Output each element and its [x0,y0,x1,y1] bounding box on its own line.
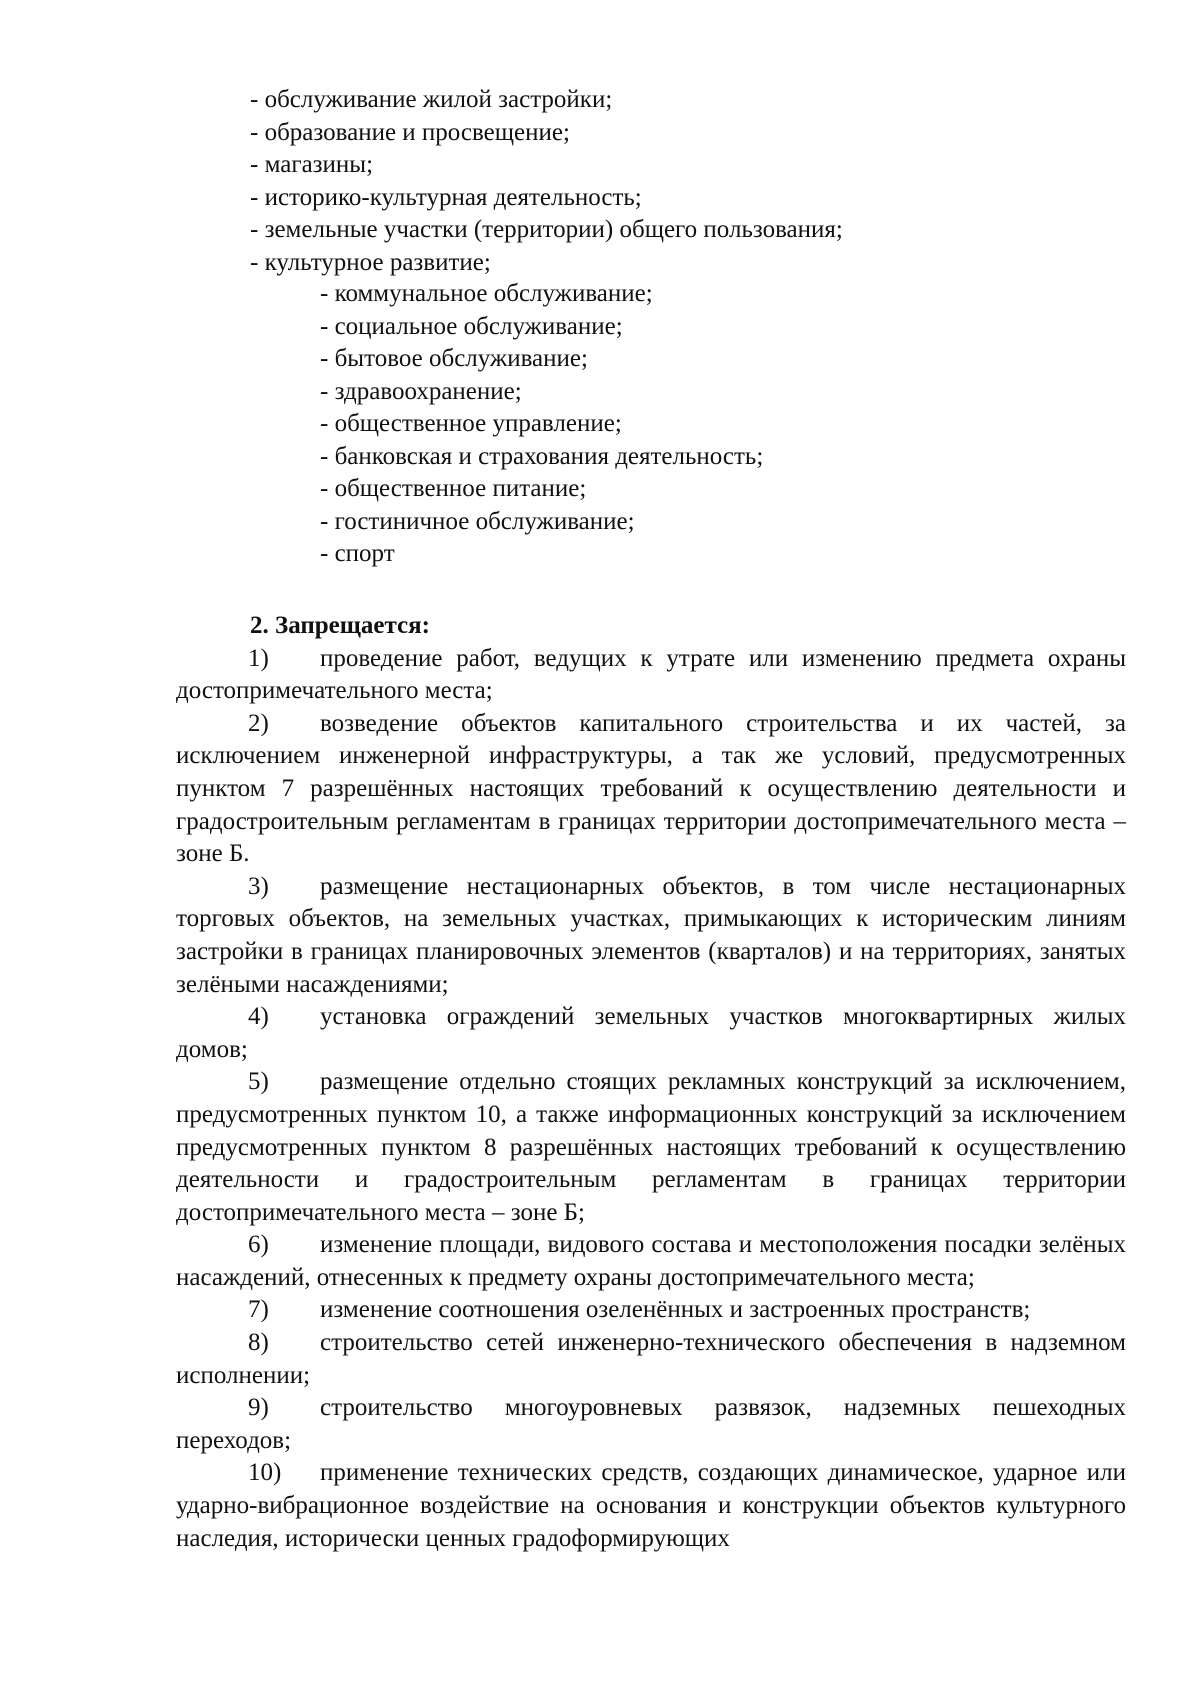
item-number: 8) [248,1329,269,1357]
prohibition-item [176,1294,1126,1327]
prohibitions-section [176,610,1126,1555]
item-text: возведение объектов капитального строительства и их частей, за исключением инженерной инфраструктуры, а так же условий, предусмотренных пунктом 7 разрешённых настоящих требований к осуществлению деятельности и градостроительным регламентам в границах территории достопримечательного места – зоне Б. [176,709,1126,868]
prohibition-item [176,643,1126,708]
item-text: строительство сетей инженерно-технического обеспечения в надземном исполнении; [176,1329,1126,1389]
list-item: - спорт [320,540,395,567]
item-number: 9) [248,1394,269,1422]
list-item: - земельные участки (территории) общего пользования; [250,216,843,243]
prohibition-item [176,1327,1126,1392]
list-item: - историко-культурная деятельность; [250,183,642,211]
list-item: - образование и просвещение; [250,118,570,146]
list-item: - коммунальное обслуживание; [320,280,653,307]
conditional-uses-list [320,278,763,571]
section-heading: 2. Запрещается: [250,612,431,639]
list-item: - социальное обслуживание; [320,312,623,340]
list-item: - банковская и страхования деятельность; [320,442,764,470]
list-item: - магазины; [250,151,374,178]
list-item: - здравоохранение; [320,377,522,405]
item-text: изменение соотношения озеленённых и застроенных пространств; [320,1296,1031,1324]
prohibition-item [176,708,1126,871]
list-item: - обслуживание жилой застройки; [250,86,613,113]
item-text: строительство многоуровневых развязок, надземных пешеходных переходов; [176,1394,1126,1454]
prohibition-item [176,1392,1126,1457]
prohibition-item [176,1229,1126,1294]
item-number: 3) [248,872,269,900]
item-text: проведение работ, ведущих к утрате или изменению предмета охраны достопримечательного места; [176,644,1126,705]
prohibition-item [176,1066,1126,1229]
list-item: - общественное питание; [320,475,587,502]
list-item: - общественное управление; [320,410,622,437]
prohibition-item [176,871,1126,1001]
item-number: 5) [248,1068,269,1096]
item-number: 4) [248,1003,269,1031]
item-text: размещение отдельно стоящих рекламных конструкций за исключением, предусмотренных пунктом 10, а также информационных конструкций за исключением предусмотренных пунктом 8 разрешённых настоящих требований к осуществлению деятельности и градостроительным регламентам в границах территории достопримечательного места – зоне Б; [176,1068,1126,1226]
prohibition-item [176,1001,1126,1066]
item-text: размещение нестационарных объектов, в том числе нестационарных торговых объектов, на земельных участках, примыкающих к историческим линиям застройки в границах планировочных элементов (кварталов) и на территориях, занятых зелёными насаждениями; [176,872,1126,998]
list-item: - бытовое обслуживание; [320,345,588,372]
item-text: применение технических средств, создающих динамическое, ударное или ударно-вибрационное воздействие на основания и конструкции объектов культурного наследия, исторически ценных градоформирующих [176,1459,1126,1552]
item-number: 7) [248,1296,269,1324]
list-item: - гостиничное обслуживание; [320,507,635,535]
item-number: 6) [248,1231,269,1259]
prohibition-item [176,1457,1126,1555]
permitted-uses-list [250,84,843,279]
item-text: установка ограждений земельных участков многоквартирных жилых домов; [176,1003,1126,1063]
item-number: 1) [248,644,269,672]
item-number: 2) [248,709,269,737]
list-item: - культурное развитие; [250,248,491,276]
item-number: 10) [248,1459,282,1487]
item-text: изменение площади, видового состава и местоположения посадки зелёных насаждений, отнесенных к предмету охраны достопримечательного места; [176,1231,1126,1291]
